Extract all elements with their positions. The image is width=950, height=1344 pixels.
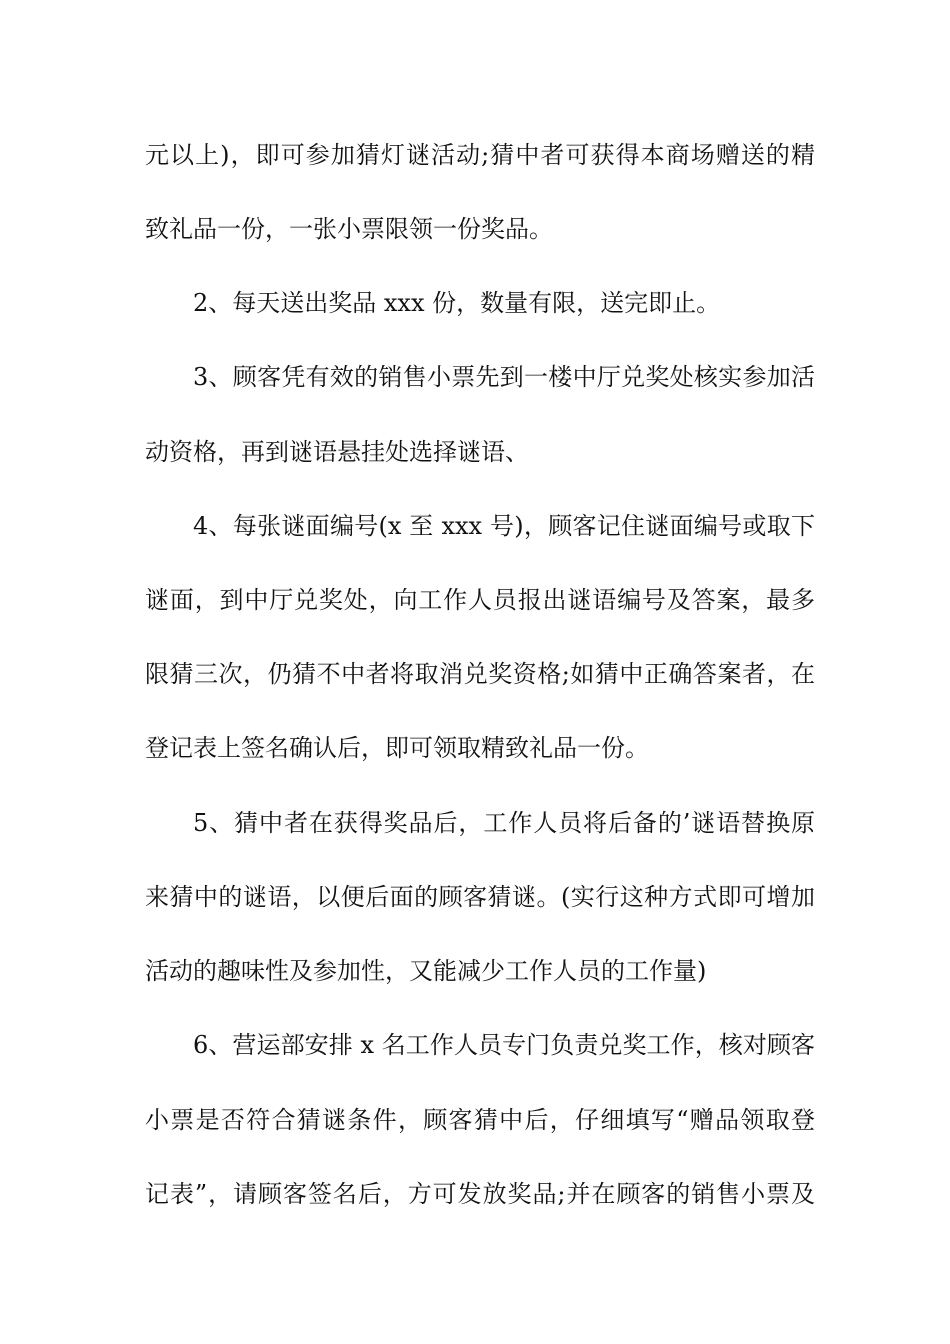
text-line: 登记表上签名确认后，即可领取精致礼品一份。 — [145, 734, 649, 762]
text-line: 小票是否符合猜谜条件，顾客猜中后，仔细填写“赠品领取登 — [145, 1106, 815, 1134]
text-line: 3、顾客凭有效的销售小票先到一楼中厅兑奖处核实参加活 — [193, 363, 815, 391]
text-line: 4、每张谜面编号(x 至 xxx 号)，顾客记住谜面编号或取下 — [193, 512, 815, 540]
text-line: 元以上)，即可参加猜灯谜活动;猜中者可获得本商场赠送的精 — [145, 141, 815, 169]
text-line: 限猜三次，仍猜不中者将取消兑奖资格;如猜中正确答案者，在 — [145, 660, 815, 688]
text-line: 谜面，到中厅兑奖处，向工作人员报出谜语编号及答案，最多 — [145, 586, 815, 614]
text-line: 活动的趣味性及参加性，又能减少工作人员的工作量) — [145, 957, 707, 985]
text-line: 动资格，再到谜语悬挂处选择谜语、 — [145, 438, 529, 466]
text-line: 来猜中的谜语，以便后面的顾客猜谜。(实行这种方式即可增加 — [145, 883, 815, 911]
text-line: 5、猜中者在获得奖品后，工作人员将后备的’谜语替换原 — [193, 809, 815, 837]
text-line: 致礼品一份，一张小票限领一份奖品。 — [145, 215, 553, 243]
text-line: 2、每天送出奖品 xxx 份，数量有限，送完即止。 — [193, 289, 721, 317]
text-line: 记表”，请顾客签名后，方可发放奖品;并在顾客的销售小票及 — [145, 1180, 815, 1208]
text-line: 6、营运部安排 x 名工作人员专门负责兑奖工作，核对顾客 — [193, 1031, 815, 1059]
